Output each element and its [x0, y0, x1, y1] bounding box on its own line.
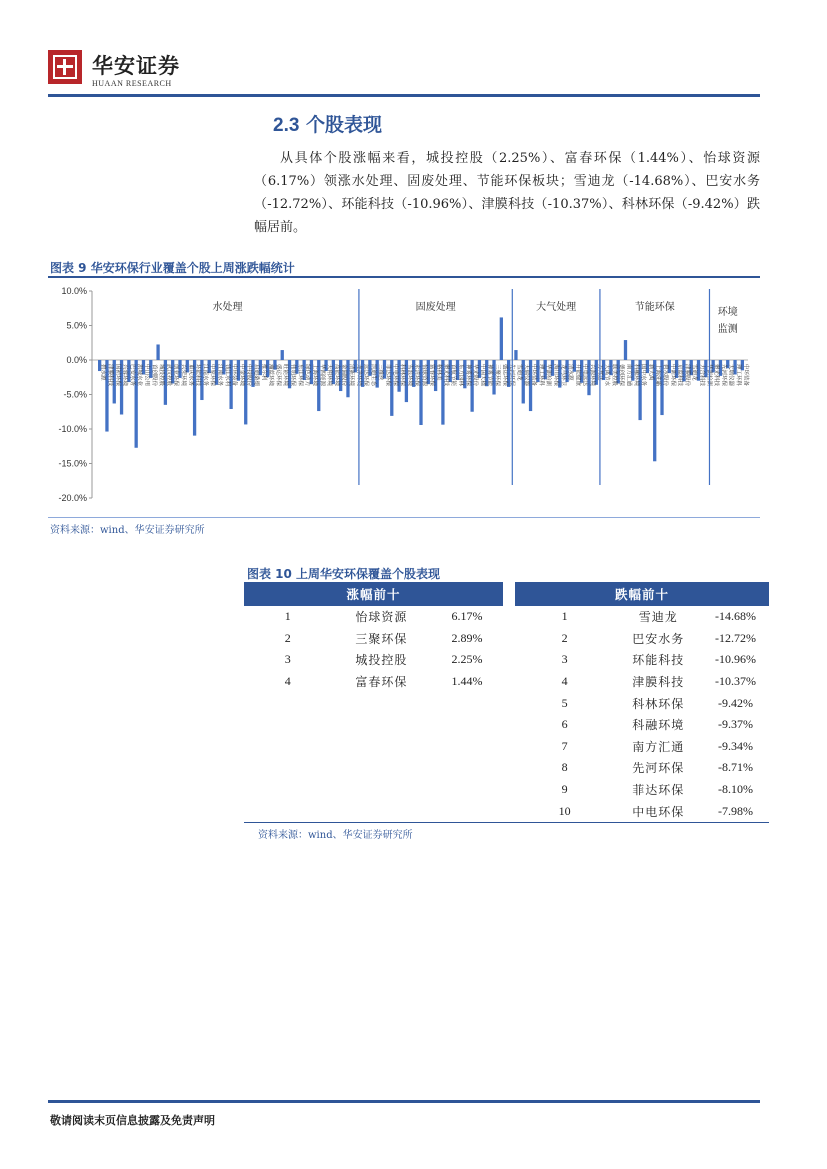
category-label: 洪城水业 — [136, 364, 143, 387]
empty-cell — [244, 736, 332, 758]
loser-rank: 9 — [561, 782, 568, 797]
category-label: 津膜股份 — [683, 364, 690, 387]
category-label: 联美控股 — [610, 364, 617, 387]
section-heading: 个股表现 — [306, 114, 383, 136]
bar — [281, 350, 284, 360]
loser-rank: 2 — [561, 630, 568, 645]
category-label: 新大禹 — [647, 364, 654, 381]
gap-cell — [503, 628, 515, 650]
gap-cell — [503, 714, 515, 736]
category-label: 环能科技 — [194, 364, 201, 387]
category-label: 格林美 — [435, 364, 442, 381]
category-label: 国中水务 — [640, 364, 647, 387]
table-row — [244, 714, 769, 736]
empty-cell — [431, 714, 503, 736]
category-label: 中原环保 — [209, 364, 216, 387]
y-tick-label: -15.0% — [58, 458, 87, 469]
gap-cell — [503, 800, 515, 822]
category-label: 开能健康 — [574, 364, 581, 387]
category-label: 先河环保 — [720, 364, 727, 387]
y-tick-label: -5.0% — [63, 389, 87, 400]
table-row — [244, 757, 769, 779]
loser-name: 环能科技 — [632, 653, 685, 668]
bar — [624, 340, 627, 360]
category-label: 首航节能 — [450, 364, 457, 387]
gainer-rank: 1 — [284, 609, 291, 624]
gap-cell — [503, 757, 515, 779]
empty-cell — [332, 736, 432, 758]
category-label: 聚光科技 — [713, 364, 720, 387]
gainer-name: 城投控股 — [355, 653, 408, 668]
category-label: 巴安水务 — [128, 364, 135, 387]
category-label: 中电远达 — [581, 364, 588, 387]
category-label: 江南水务 — [216, 364, 223, 387]
category-label: 雪迪龙 — [515, 364, 522, 381]
empty-cell — [244, 757, 332, 779]
bar — [500, 317, 503, 360]
category-label: 德创环保 — [618, 364, 625, 387]
performance-table-body — [244, 606, 769, 822]
category-label: 兴荣环境 — [179, 364, 186, 387]
y-tick-label: 0.0% — [66, 355, 87, 365]
category-label: 凯迪生态 — [369, 364, 376, 387]
category-label: 江南水务 — [201, 364, 208, 387]
category-label: 清水源 — [567, 364, 574, 381]
category-label: 天瑞仪器 — [727, 364, 734, 387]
category-label: 中金环境 — [238, 364, 245, 387]
empty-cell — [332, 800, 432, 822]
category-label: 理工环科 — [537, 364, 544, 387]
loser-name: 科林环保 — [632, 696, 685, 711]
gap-cell — [503, 606, 515, 628]
category-label: 启迪桑德 — [253, 364, 260, 387]
category-label: 天瑞仪器 — [523, 364, 530, 387]
category-label: 三维丝 — [377, 364, 384, 381]
loser-name: 雪迪龙 — [638, 610, 678, 625]
category-label: 雪迪龙 — [691, 364, 698, 381]
category-label: 钱江水利 — [223, 364, 230, 387]
category-label: 伟明环保 — [289, 364, 296, 387]
losers-header: 跌幅前十 — [515, 582, 769, 606]
loser-change: -7.98% — [702, 800, 769, 822]
category-label: 怡球资源 — [421, 364, 427, 387]
bar — [514, 350, 517, 360]
loser-change: -9.42% — [718, 695, 754, 710]
category-label: 永清环保 — [413, 364, 420, 387]
loser-rank: 8 — [561, 760, 568, 775]
category-label: 武汉控股 — [165, 364, 172, 387]
footer-disclaimer: 敬请阅读末页信息披露及免责声明 — [50, 1114, 215, 1127]
y-tick-label: 10.0% — [61, 286, 87, 296]
gainer-name: 富春环保 — [355, 675, 408, 690]
category-label: 神雾节能 — [486, 364, 493, 387]
category-label: 盛运环保 — [274, 364, 281, 387]
category-label: 南方汇通 — [625, 364, 632, 387]
category-label: 金圆股份 — [340, 364, 347, 387]
performance-table — [244, 582, 769, 823]
category-label: 科林环保 — [399, 364, 406, 387]
category-label: 城投控股 — [158, 364, 165, 387]
category-label: 瀚蓝环境 — [267, 364, 274, 387]
category-label: 盛运环保 — [501, 364, 508, 387]
y-tick-label: -10.0% — [58, 424, 87, 434]
category-label: 中环装备 — [231, 364, 238, 387]
empty-cell — [332, 692, 432, 714]
loser-change: -9.34% — [718, 738, 754, 753]
category-label: 高能环境 — [333, 364, 340, 387]
figure-9-title: 图表 9 华安环保行业覆盖个股上周涨跌幅统计 — [50, 261, 295, 275]
category-label: 先河环保 — [508, 364, 515, 387]
category-label: 中国天楹 — [479, 364, 486, 387]
category-label: 中新环保 — [669, 364, 676, 387]
gainer-name: 怡球资源 — [355, 610, 408, 625]
gap-cell — [503, 671, 515, 693]
category-label: 雪浪环境 — [406, 364, 413, 387]
section-title — [273, 110, 382, 137]
empty-cell — [431, 692, 503, 714]
category-label: 菲达环保 — [384, 364, 391, 387]
category-label: 重庆水务 — [187, 364, 194, 387]
table-row — [244, 671, 769, 693]
figure-9-divider — [48, 276, 760, 278]
category-label: 东江环保 — [296, 364, 303, 387]
table-row — [244, 606, 769, 628]
category-label: 创业环保 — [172, 364, 179, 387]
empty-cell — [332, 714, 432, 736]
category-label: 国祯环保 — [114, 364, 121, 387]
category-label: 万邦达 — [596, 364, 603, 381]
category-label: 华光股份 — [472, 364, 479, 387]
loser-rank: 7 — [561, 738, 568, 753]
figure-9-chart — [48, 279, 760, 515]
loser-name: 科融环境 — [632, 718, 685, 733]
category-label: 首创股份 — [150, 364, 157, 387]
loser-change: -12.72% — [715, 630, 757, 645]
category-label: 维尔利 — [260, 364, 267, 381]
category-label: 中环装备 — [742, 364, 749, 387]
loser-change: -14.68% — [715, 609, 757, 624]
category-label: 上海洗霸 — [654, 364, 661, 387]
category-label: 聚光科技 — [442, 364, 449, 387]
header-divider — [48, 94, 760, 97]
intro-paragraph: 从具体个股涨幅来看，城投控股（2.25%）、富春环保（1.44%）、怡球资源（6.17%）领涨水处理、固废处理、节能环保板块；雪迪龙（-14.68%）、巴安水务（-12.72%）、环能科技（-10.96%）、津膜科技（-10.37%）、科林环保（-9.42%）跌幅居前。 — [254, 151, 760, 235]
empty-cell — [332, 757, 432, 779]
gap-cell — [503, 649, 515, 671]
category-label: 华西能源 — [318, 364, 325, 387]
bar-chart — [48, 279, 760, 515]
category-label: 华测检测 — [705, 364, 712, 387]
category-label: 海川环保 — [552, 364, 559, 387]
category-label: 中环装备 — [530, 364, 537, 387]
empty-cell — [244, 800, 332, 822]
empty-cell — [244, 714, 332, 736]
brand-name: 华安证券 — [92, 53, 180, 78]
loser-change: -8.71% — [718, 760, 754, 775]
category-label: 碧水股份 — [662, 364, 669, 387]
category-label: 科融环境 — [632, 364, 639, 387]
category-label: 理工环科 — [735, 364, 742, 387]
header-gap — [503, 582, 515, 606]
figure-10-source: 资料来源：wind、华安证券研究所 — [258, 830, 413, 841]
category-label: 津膜科技 — [106, 364, 113, 387]
gainer-change: 6.17% — [451, 609, 483, 624]
category-label: 中电环保 — [391, 364, 398, 387]
category-label: 上海环境 — [311, 364, 318, 387]
empty-cell — [244, 779, 332, 801]
gap-cell — [503, 779, 515, 801]
category-label: 碧水源 — [99, 364, 106, 381]
y-tick-label: 5.0% — [66, 320, 87, 331]
sector-label: 环境监测 — [717, 307, 738, 335]
figure-10-title: 图表 10 上周华安环保覆盖个股表现 — [247, 567, 441, 581]
table-row — [244, 692, 769, 714]
category-label: 大禹节水 — [603, 364, 610, 387]
gainer-change: 2.25% — [451, 652, 483, 667]
gap-cell — [503, 736, 515, 758]
category-label: 神雾环保 — [464, 364, 471, 387]
category-label: 东方园林 — [457, 364, 464, 387]
category-label: 三聚环保 — [494, 364, 501, 387]
loser-rank: 10 — [515, 800, 615, 822]
loser-rank: 6 — [561, 717, 568, 732]
category-label: 旺能环境 — [282, 364, 289, 387]
table-row — [244, 649, 769, 671]
table-row — [244, 779, 769, 801]
gainer-rank: 4 — [284, 674, 291, 689]
category-label: 远达环保 — [362, 364, 369, 387]
gainer-rank: 3 — [284, 652, 291, 667]
category-label: 中山公用 — [143, 364, 150, 387]
y-tick-label: -20.0% — [58, 493, 87, 503]
loser-rank: 5 — [561, 695, 568, 710]
loser-name: 南方汇通 — [632, 739, 685, 754]
loser-change: -10.37% — [715, 674, 757, 689]
loser-name: 津膜科技 — [632, 675, 685, 690]
loser-rank: 1 — [561, 609, 568, 624]
category-label: 华测检测 — [545, 364, 552, 387]
brand-logo-icon — [48, 50, 82, 84]
gainer-rank: 2 — [284, 630, 291, 645]
empty-cell — [431, 736, 503, 758]
empty-cell — [332, 779, 432, 801]
gainer-change: 1.44% — [451, 674, 483, 689]
category-label: 龙净环境 — [355, 364, 362, 387]
category-label: 京蓝科技 — [676, 364, 683, 387]
category-label: 天翔环境 — [326, 364, 333, 387]
category-label: 清新环境 — [347, 364, 354, 387]
category-label: 龙马环卫 — [559, 364, 566, 387]
loser-change: -10.96% — [715, 652, 757, 667]
sector-label: 固废处理 — [415, 302, 456, 313]
loser-name: 中电环保 — [614, 800, 702, 822]
performance-table-wrapper — [244, 582, 769, 823]
figure-9-source: 资料来源：wind、华安证券研究所 — [50, 525, 205, 536]
sector-label: 节能环保 — [634, 302, 675, 313]
loser-name: 先河环保 — [632, 761, 685, 776]
gainers-header: 涨幅前十 — [244, 582, 503, 606]
loser-rank: 3 — [561, 652, 568, 667]
loser-change: -9.37% — [718, 717, 754, 732]
loser-name: 菲达环保 — [632, 783, 685, 798]
section-number: 2.3 — [273, 115, 300, 136]
table-row — [244, 628, 769, 650]
loser-change: -8.10% — [718, 782, 754, 797]
category-label: 中持股份 — [245, 364, 252, 387]
empty-cell — [431, 757, 503, 779]
loser-name: 巴安水务 — [632, 631, 685, 646]
gainer-name: 三聚环保 — [355, 631, 408, 646]
category-label: 绿色动力 — [304, 364, 311, 387]
gap-cell — [503, 692, 515, 714]
category-label: 富春环保 — [428, 364, 435, 387]
category-label: 兴蓉环境 — [121, 364, 128, 387]
bar — [156, 344, 159, 360]
table-row — [244, 800, 769, 822]
category-label: 力合科技 — [698, 364, 705, 387]
table-row — [244, 736, 769, 758]
brand-name-english: HUAAN RESEARCH — [92, 79, 172, 88]
sector-label: 大气处理 — [536, 302, 577, 313]
gainer-change: 2.89% — [451, 630, 483, 645]
figure-9-source-divider — [48, 517, 760, 518]
category-label: 兴源环境 — [588, 364, 595, 387]
empty-cell — [431, 779, 503, 801]
empty-cell — [244, 692, 332, 714]
empty-cell — [431, 800, 503, 822]
loser-rank: 4 — [561, 674, 568, 689]
sector-label: 水处理 — [212, 302, 243, 313]
footer-divider — [48, 1100, 760, 1103]
